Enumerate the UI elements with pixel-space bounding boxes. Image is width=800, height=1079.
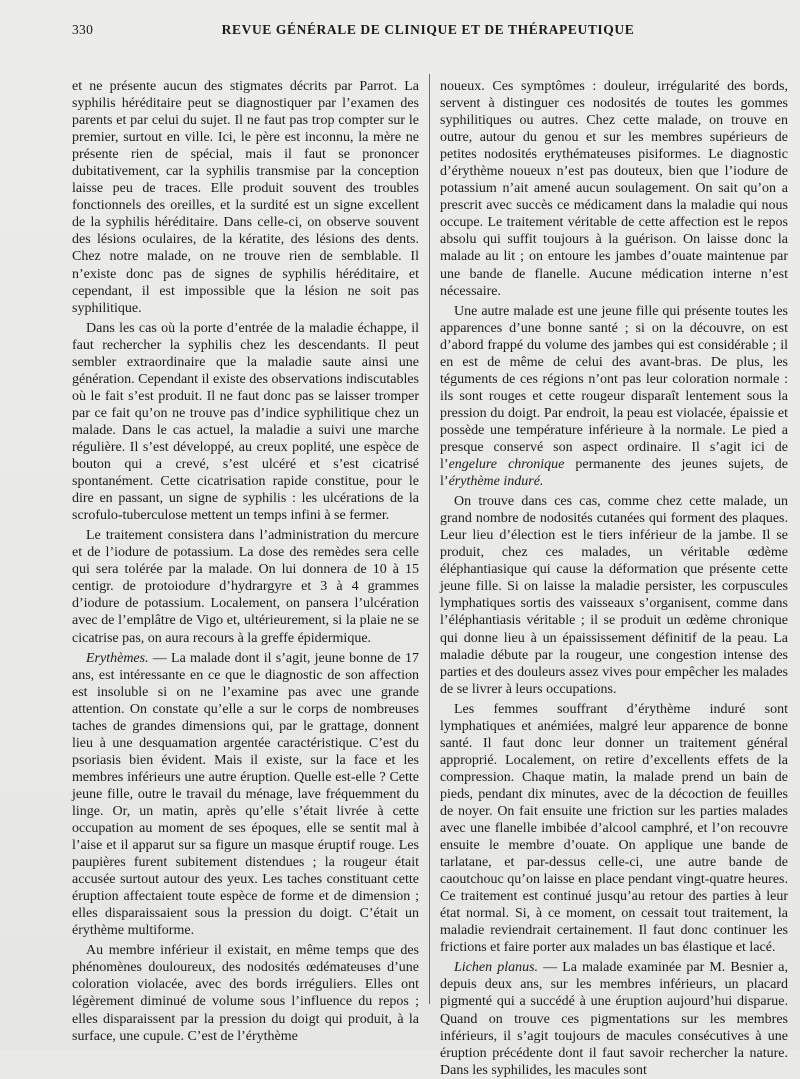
paragraph: Les femmes souffrant d’érythème induré sont lymphatiques et anémiées, malgré leur apparence de bonne santé. Il faut donc leur donner un traitement général approprié. Localement, on retire d’excellents effets de la compression. Chaque matin, la malade prend un bain de pieds, pendant dix minutes, avec de la décoction de feuilles de noyer. On fait ensuite une friction sur les parties malades avec une flanelle imbibée d’alcool camphré, et l’on recouvre ensuite le membre d’ouate. On applique une bande de tarlatane, et par-dessus celle-ci, une autre bande de caoutchouc qu’on laisse en place pendant vingt-quatre heures. Ce traitement est continué jusqu’au retour des parties à leur état normal. Si, à ce moment, on cessait tout traitement, la maladie reviendrait certainement. Il faut donc continuer les frictions et faire porter aux malades un bas élastique et lacé. — [440, 701, 788, 956]
paragraph-text: — La malade examinée par M. Besnier a, depuis deux ans, sur les membres inférieurs, un placard pigmenté qui a succédé à une éruption aujourd’hui disparue. Quand on trouve ces pigmentations sur les membres inférieurs, il s’agit toujours de macules consécutives à une éruption précédente dont il faut savoir rechercher la nature. Dans les syphilides, les macules sont — [440, 960, 788, 1078]
paragraph: Au membre inférieur il existait, en même temps que des phénomènes douloureux, des nodosités œdémateuses d’une coloration violacée, avec des bords irréguliers. Elles ont légèrement diminué de volume sous l’influence du repos ; elles disparaissent par la pression du doigt qui produit, à la surface, une cupule. C’est de l’érythème — [72, 943, 419, 1044]
paragraph: et ne présente aucun des stigmates décrits par Parrot. La syphilis héréditaire peut se diagnostiquer par l’examen des parents et par celui du sujet. Il ne faut pas trop compter sur le premier, surtout en ville. Ici, le père est inconnu, la mère ne présente rien de spécial, mais il faut se prononcer dubitativement, car la syphilis transmise par la conception laisse peu de traces. Elle produit souvent des troubles fonctionnels des oreilles, et la surdité est un signe excellent de la syphilis héréditaire. Dans celle-ci, on observe souvent des lésions oculaires, de la kératite, des lésions des dents. Chez notre malade, on ne trouve rien de semblable. Il n’existe donc pas de signes de syphilis héréditaire, et cependant, il est impossible que la lésion ne soit pas syphilitique. — [72, 79, 419, 316]
left-column — [72, 78, 419, 1044]
paragraph: noueux. Ces symptômes : douleur, irrégularité des bords, servent à distinguer ces nodosités de toutes les gommes syphilitiques ou autres. Chez cette malade, on trouve en outre, autour du genou et sur les membres supérieurs de petites nodosités erythémateuses pisiformes. Le diagnostic d’érythème noueux n’est pas douteux, bien que l’iodure de potassium n’ait amené aucun soulagement. On sait qu’on a prescrit avec succès ce médicament dans la maladie qui nous occupe. Le traitement véritable de cette affection est le repos absolu qui suffit toujours à la guérison. On laisse donc la malade au lit ; on entoure les jambes d’ouate maintenue par une bande de flanelle. Aucune médication interne n’est nécessaire. — [440, 79, 788, 299]
paragraph-lichen — [440, 959, 788, 1078]
column-divider — [429, 74, 430, 1004]
section-heading: Lichen planus. — [454, 960, 539, 976]
page-number: 330 — [72, 22, 94, 37]
italic-term: érythème induré. — [448, 474, 544, 490]
paragraph-text: Une autre malade est une jeune fille qui présente toutes les apparences d’une bonne santé ; si on la découvre, on est d’abord frappé du volume des jambes qui est considérable ; il en est de même de celui des avant-bras. De plus, les téguments de ces régions n’ont pas leur coloration normale : ils sont rouges et cette rougeur disparaît lentement sous la pression du doigt. Par endroit, la peau est violacée, épaissie et possède une température inférieure à la normale. Le pied a presque conservé son aspect ordinaire. Il s’agit ici de l’ — [440, 303, 788, 473]
paragraph-text: — La malade dont il s’agit, jeune bonne de 17 ans, est intéressante en ce que le diagnostic de son affection est insoluble si on ne l’examine pas avec une grande attention. On constate qu’elle a sur le corps de nombreuses taches de grandes dimensions qui, par le grattage, donnent lieu à une desquamation argentée caractéristique. C’est du psoriasis bien évident. Mais il existe, sur la face et les membres inférieurs une autre éruption. Quelle est-elle ? Cette jeune fille, outre le travail du ménage, lave fréquemment du linge. Or, un matin, après qu’elle s’était livrée à cette occupation au moment de ses époques, elle se sentit mal à l’aise et il apparut sur sa figure un masque éruptif rouge. Les paupières furent subitement distendues ; la rougeur était accusée surtout autour des yeux. Les taches constituant cette éruption affectaient toute espèce de forme et de dimension ; elles disparaissaient sous la pression du doigt. C’était un érythème multiforme. — [72, 650, 419, 939]
paragraph: Dans les cas où la porte d’entrée de la maladie échappe, il faut rechercher la syphilis chez les descendants. Il peut sembler extraordinaire que la maladie saute ainsi une génération. Cependant il existe des observations indiscutables où le fait s’est produit. Il ne faut donc pas se laisser tromper par ce fait qu’on ne trouve pas d’indice syphilitique chez un malade. Dans le cas actuel, la maladie a suivi une marche régulière. Il s’est développé, au creux poplité, une espèce de bouton qui a crevé, s’est ulcéré et s’est cicatrisé spontanément. Cette cicatrisation rapide constitue, pour le dire en passant, un signe de syphilis : les ulcérations de la scrofulo-tuberculose mettent un temps infini à se fermer. — [72, 320, 419, 524]
paragraph: Le traitement consistera dans l’administration du mercure et de l’iodure de potassium. La dose des remèdes sera celle qui sera tolérée par la malade. On lui donnera de 10 à 15 centigr. de protoiodure d’hydrargyre et 3 à 4 grammes d’iodure de potassium. Localement, on pansera l’ulcération avec de l’emplâtre de Vigo et, ultérieurement, si la plaie ne se cicatrise pas, on aura recours à la greffe épidermique. — [72, 528, 419, 646]
paragraph: On trouve dans ces cas, comme chez cette malade, un grand nombre de nodosités cutanées qui forment des plaques. Leur lieu d’élection est le tiers inférieur de la jambe. Il se produit, chez ces malades, un véritable œdème éléphantiasique qui cause la déformation que présente cette jeune fille. Si on laisse la maladie persister, les corpuscules lymphatiques sortis des vaisseaux s’organisent, comme dans l’éléphantiasis véritable ; il se produit un œdème chronique qui donne lieu à un épaississement définitif de la peau. La maladie débute par la rougeur, une congestion intense des parties et des douleurs assez vives pour empêcher les malades de se livrer à leurs occupations. — [440, 494, 788, 697]
page-header — [72, 22, 784, 46]
italic-term: engelure chronique — [448, 457, 565, 473]
running-title: REVUE GÉNÉRALE DE CLINIQUE ET DE THÉRAPEUTIQUE — [221, 22, 635, 37]
paragraph-text: permanente des jeunes sujets, de l’ — [440, 457, 788, 490]
paragraph-erythemes — [72, 650, 419, 940]
section-heading: Erythèmes. — [86, 650, 149, 666]
right-column — [440, 78, 788, 1078]
paragraph — [440, 303, 788, 491]
